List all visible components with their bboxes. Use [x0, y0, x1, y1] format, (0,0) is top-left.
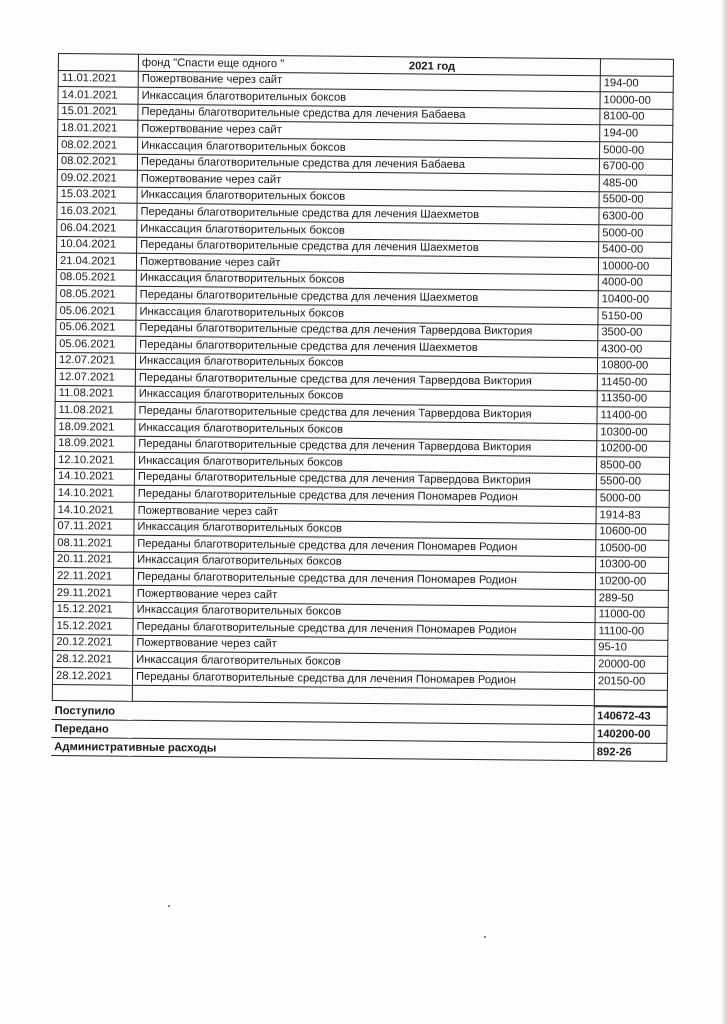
description-cell: Переданы благотворительные средства для лечения Тарвердова Виктория: [135, 436, 597, 457]
amount-cell: 11450-00: [597, 374, 670, 391]
date-cell: 20.11.2021: [54, 551, 134, 568]
description-cell: Инкассация благотворительных боксов: [136, 303, 598, 324]
amount-cell: 20000-00: [595, 656, 668, 673]
date-cell: 08.05.2021: [56, 269, 136, 286]
description-cell: Переданы благотворительные средства для лечения Бабаева: [138, 104, 600, 125]
description-cell: Пожертвование через сайт: [138, 121, 600, 142]
description-cell: Инкассация благотворительных боксов: [135, 386, 597, 407]
date-cell: 15.12.2021: [53, 601, 133, 618]
date-cell: 07.11.2021: [54, 518, 134, 535]
description-cell: Переданы благотворительные средства для лечения Пономарев Родион: [132, 668, 594, 689]
description-cell: Пожертвование через сайт: [134, 502, 596, 523]
empty-cell: [594, 689, 667, 706]
amount-cell: 10200-00: [597, 440, 670, 457]
totals-label: Передано: [51, 720, 593, 743]
date-cell: 10.04.2021: [57, 236, 137, 253]
description-cell: Инкассация благотворительных боксов: [137, 220, 599, 241]
amount-cell: 20150-00: [594, 673, 667, 690]
totals-label: Поступило: [52, 702, 594, 725]
amount-cell: 10500-00: [596, 540, 669, 557]
amount-cell: 5400-00: [599, 241, 672, 258]
totals-amount: 140200-00: [593, 725, 666, 744]
header-date-cell: [58, 54, 138, 71]
amount-cell: 194-00: [600, 75, 673, 92]
totals-table: [51, 701, 667, 762]
description-cell: Пожертвование через сайт: [138, 71, 600, 92]
date-cell: 29.11.2021: [53, 584, 133, 601]
amount-cell: 8500-00: [596, 457, 669, 474]
amount-cell: 10300-00: [596, 556, 669, 573]
amount-cell: 10400-00: [598, 291, 671, 308]
date-cell: 12.07.2021: [55, 352, 135, 369]
date-cell: 14.10.2021: [54, 502, 134, 519]
date-cell: 08.11.2021: [54, 535, 134, 552]
date-cell: 05.06.2021: [56, 336, 136, 353]
description-cell: Инкассация благотворительных боксов: [133, 602, 595, 623]
amount-cell: 6700-00: [599, 158, 672, 175]
description-cell: Переданы благотворительные средства для лечения Тарвердова Виктория: [136, 320, 598, 341]
date-cell: 28.12.2021: [53, 651, 133, 668]
header-amount-cell: [600, 59, 673, 76]
date-cell: 11.08.2021: [55, 402, 135, 419]
description-cell: Переданы благотворительные средства для лечения Шаехметов: [136, 336, 598, 357]
amount-cell: 194-00: [600, 125, 673, 142]
amount-cell: 95-10: [595, 639, 668, 656]
date-cell: 16.03.2021: [57, 203, 137, 220]
date-cell: 06.04.2021: [57, 219, 137, 236]
amount-cell: 11400-00: [597, 407, 670, 424]
ledger-sheet: [51, 53, 673, 762]
description-cell: Пожертвование через сайт: [133, 585, 595, 606]
date-cell: 14.01.2021: [58, 87, 138, 104]
description-cell: Инкассация благотворительных боксов: [135, 419, 597, 440]
scan-speck: [168, 905, 170, 907]
amount-cell: 5500-00: [596, 474, 669, 491]
fund-name: фонд "Спасти еще одного ": [141, 56, 285, 70]
date-cell: 05.06.2021: [56, 319, 136, 336]
date-cell: 12.07.2021: [55, 369, 135, 386]
date-cell: 12.10.2021: [55, 452, 135, 469]
date-cell: 14.10.2021: [54, 485, 134, 502]
amount-cell: 10800-00: [597, 357, 670, 374]
totals-amount: 892-26: [593, 743, 666, 762]
amount-cell: 5000-00: [599, 225, 672, 242]
description-cell: Инкассация благотворительных боксов: [133, 652, 595, 673]
date-cell: 18.09.2021: [55, 419, 135, 436]
ledger-body: [52, 54, 673, 707]
description-cell: Инкассация благотворительных боксов: [136, 270, 598, 291]
totals-body: [51, 702, 667, 762]
description-cell: Переданы благотворительные средства для лечения Пономарев Родион: [134, 486, 596, 507]
date-cell: 08.02.2021: [58, 136, 138, 153]
description-cell: Пожертвование через сайт: [133, 635, 595, 656]
amount-cell: 6300-00: [599, 208, 672, 225]
amount-cell: 5150-00: [598, 308, 671, 325]
date-cell: 15.12.2021: [53, 618, 133, 635]
description-cell: Переданы благотворительные средства для лечения Тарвердова Виктория: [134, 469, 596, 490]
description-cell: Переданы благотворительные средства для лечения Шаехметов: [137, 237, 599, 258]
amount-cell: 10600-00: [596, 523, 669, 540]
description-cell: Инкассация благотворительных боксов: [134, 519, 596, 540]
date-cell: 28.12.2021: [52, 667, 132, 684]
description-cell: Инкассация благотворительных боксов: [138, 87, 600, 108]
date-cell: 11.01.2021: [58, 70, 138, 87]
amount-cell: 5000-00: [596, 490, 669, 507]
totals-label: Административные расходы: [51, 738, 593, 761]
amount-cell: 10300-00: [597, 424, 670, 441]
amount-cell: 11100-00: [595, 623, 668, 640]
description-cell: Инкассация благотворительных боксов: [135, 453, 597, 474]
date-cell: 09.02.2021: [57, 170, 137, 187]
description-cell: Переданы благотворительные средства для лечения Пономарев Родион: [134, 535, 596, 556]
date-cell: 14.10.2021: [54, 468, 134, 485]
empty-cell: [52, 684, 132, 701]
date-cell: 05.06.2021: [56, 302, 136, 319]
amount-cell: 4000-00: [598, 274, 671, 291]
amount-cell: 10000-00: [598, 258, 671, 275]
amount-cell: 5500-00: [599, 191, 672, 208]
amount-cell: 8100-00: [600, 108, 673, 125]
amount-cell: 11000-00: [595, 606, 668, 623]
description-cell: Переданы благотворительные средства для лечения Шаехметов: [136, 287, 598, 308]
date-cell: 21.04.2021: [56, 253, 136, 270]
amount-cell: 10200-00: [595, 573, 668, 590]
amount-cell: 10000-00: [600, 92, 673, 109]
amount-cell: 485-00: [599, 175, 672, 192]
description-cell: Переданы благотворительные средства для лечения Бабаева: [137, 154, 599, 175]
date-cell: 15.01.2021: [58, 103, 138, 120]
description-cell: Переданы благотворительные средства для лечения Тарвердова Виктория: [135, 370, 597, 391]
date-cell: 18.01.2021: [58, 120, 138, 137]
description-cell: Инкассация благотворительных боксов: [137, 187, 599, 208]
description-cell: Инкассация благотворительных боксов: [138, 137, 600, 158]
amount-cell: 1914-83: [596, 507, 669, 524]
description-cell: Пожертвование через сайт: [136, 253, 598, 274]
scan-speck: [484, 936, 486, 938]
description-cell: Инкассация благотворительных боксов: [135, 353, 597, 374]
scan-edge-shadow: [721, 0, 727, 1024]
amount-cell: 5000-00: [600, 142, 673, 159]
date-cell: 08.02.2021: [57, 153, 137, 170]
date-cell: 18.09.2021: [55, 435, 135, 452]
date-cell: 20.12.2021: [53, 634, 133, 651]
date-cell: 11.08.2021: [55, 385, 135, 402]
amount-cell: 11350-00: [597, 391, 670, 408]
description-cell: Переданы благотворительные средства для лечения Пономарев Родион: [133, 569, 595, 590]
date-cell: 22.11.2021: [53, 568, 133, 585]
description-cell: Переданы благотворительные средства для лечения Шаехметов: [137, 204, 599, 225]
ledger-table: [52, 53, 674, 707]
amount-cell: 289-50: [595, 590, 668, 607]
description-cell: Пожертвование через сайт: [137, 170, 599, 191]
description-cell: Переданы благотворительные средства для лечения Пономарев Родион: [133, 618, 595, 639]
totals-amount: 140672-43: [594, 707, 667, 726]
date-cell: 08.05.2021: [56, 286, 136, 303]
description-cell: Инкассация благотворительных боксов: [134, 552, 596, 573]
description-cell: Переданы благотворительные средства для лечения Тарвердова Виктория: [135, 403, 597, 424]
amount-cell: 3500-00: [598, 324, 671, 341]
amount-cell: 4300-00: [598, 341, 671, 358]
date-cell: 15.03.2021: [57, 186, 137, 203]
year-label: 2021 год: [408, 60, 456, 73]
